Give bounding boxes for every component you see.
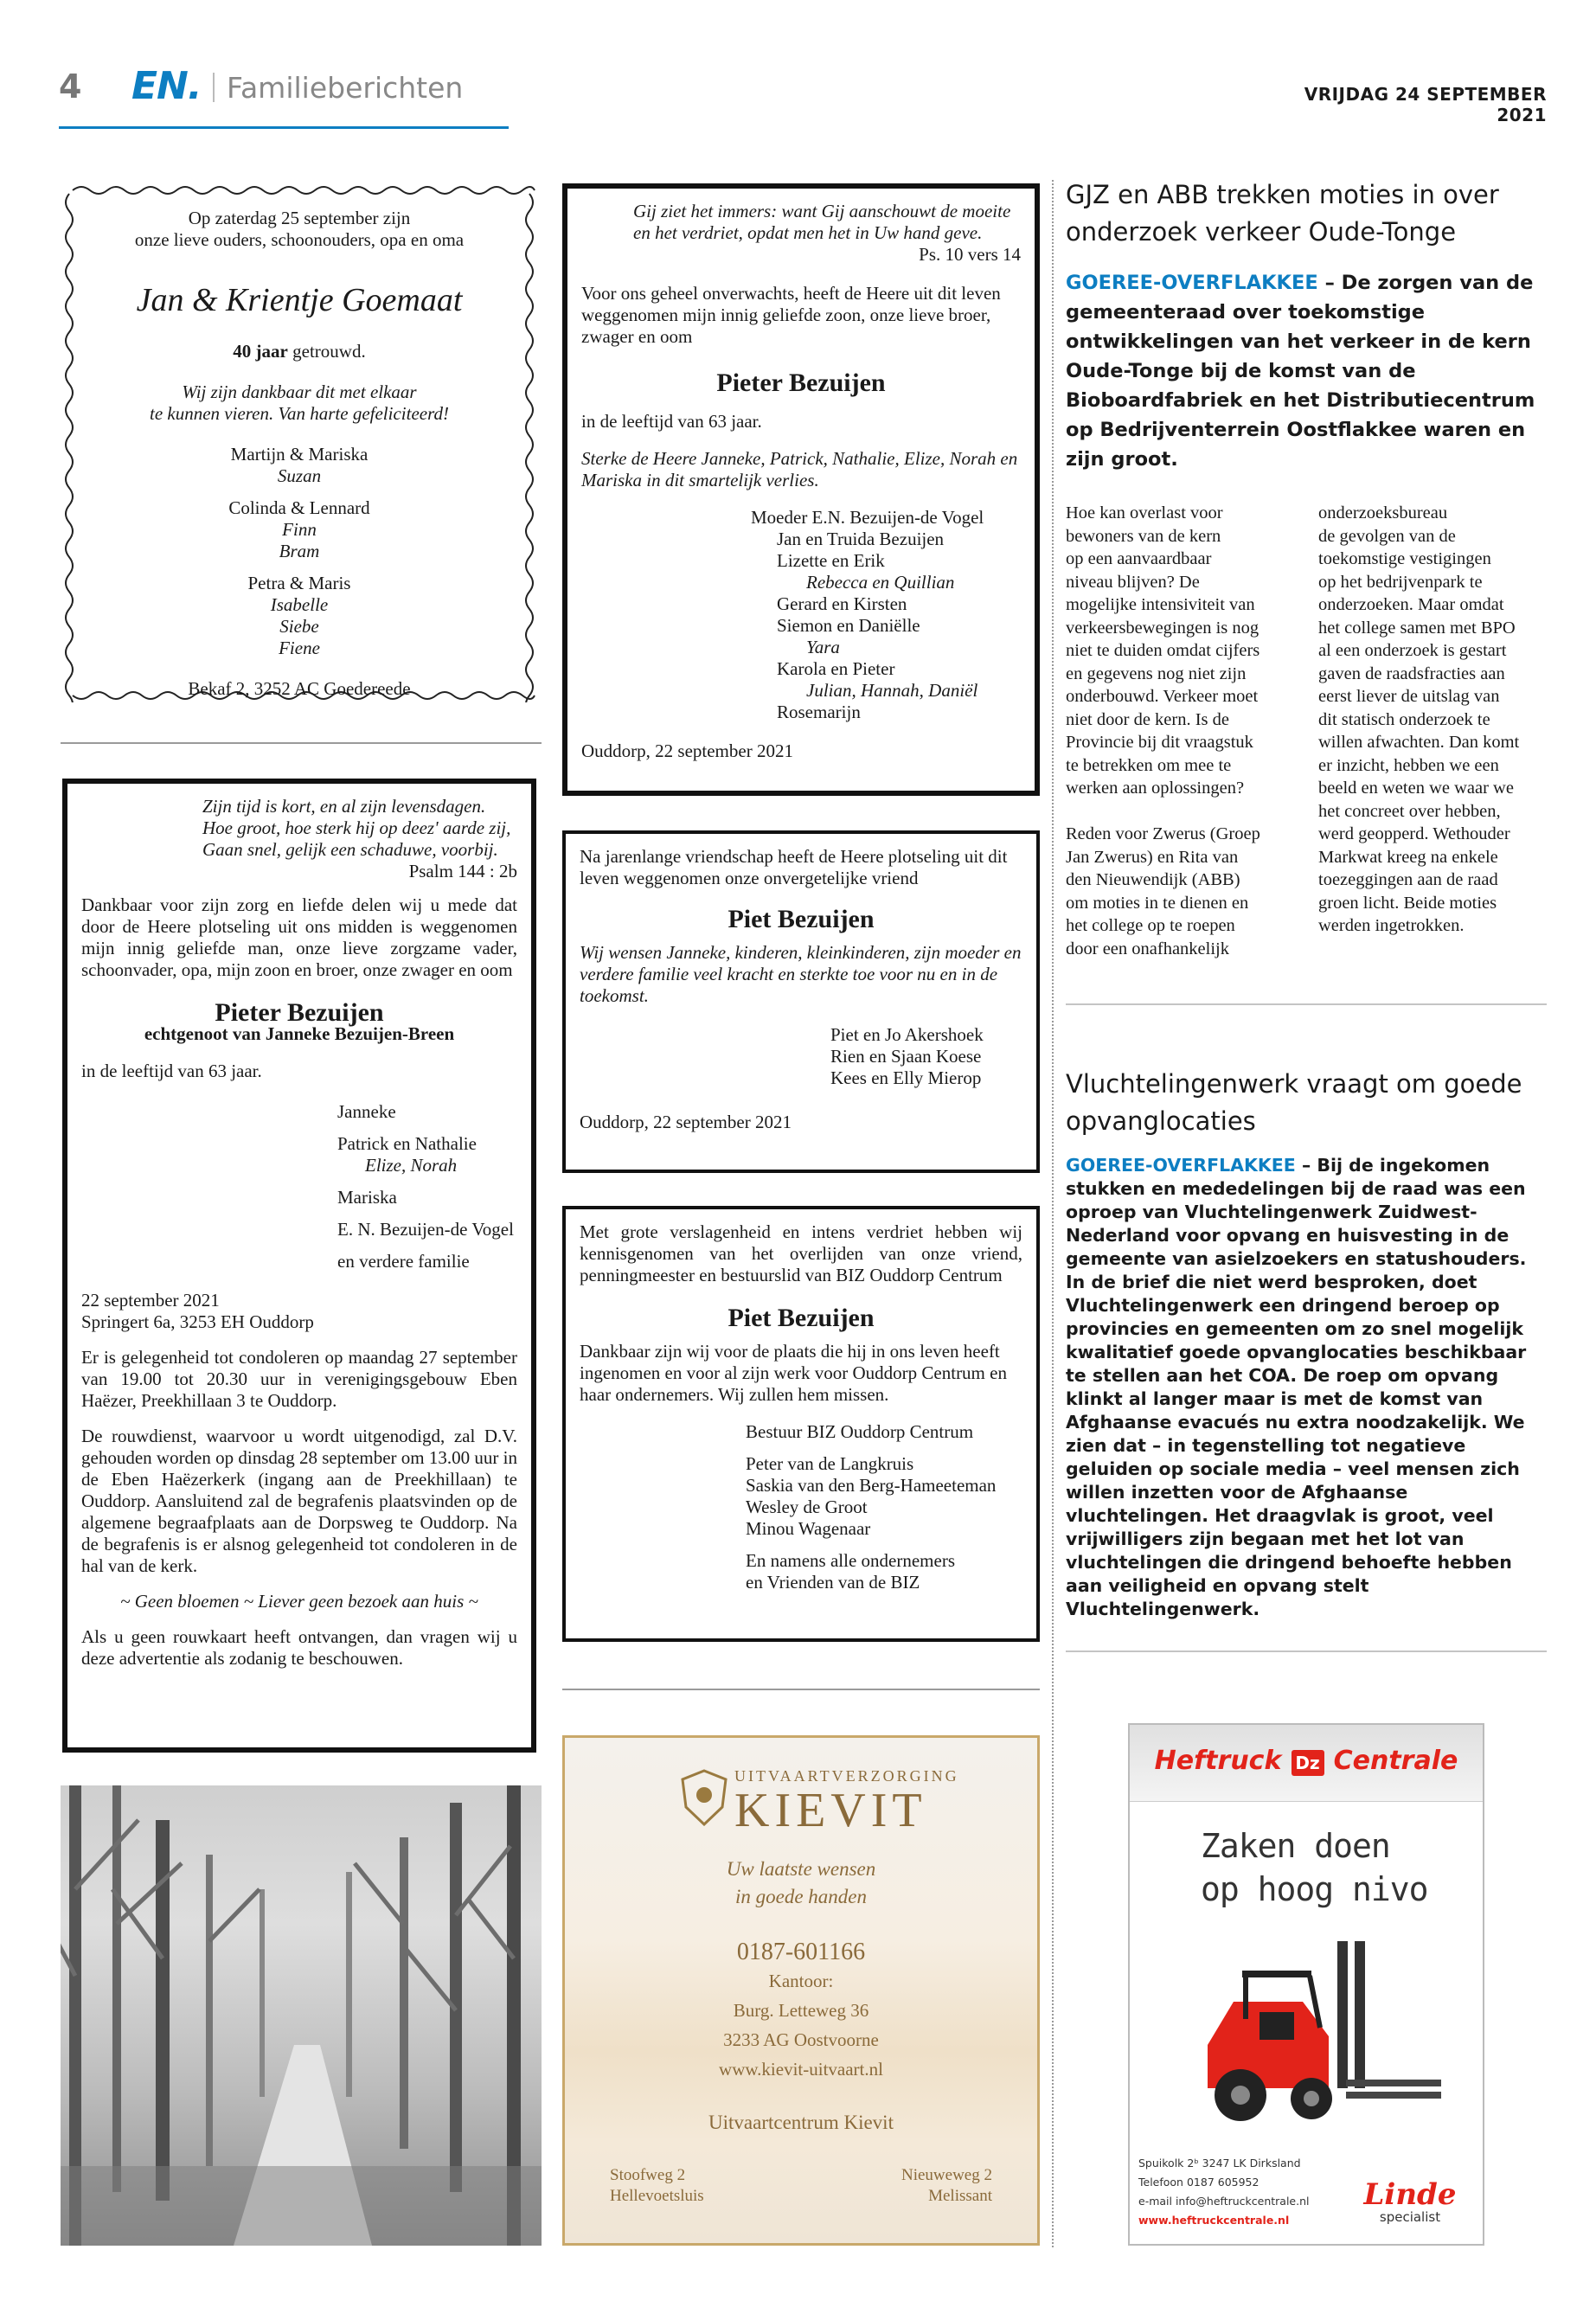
member: Saskia van den Berg-Hameeteman — [746, 1475, 997, 1496]
article-line: op het bedrijvenpark te — [1318, 572, 1483, 592]
signer: Piet en Jo Akershoek — [830, 1024, 984, 1045]
quote-reference: Ps. 10 vers 14 — [919, 244, 1021, 265]
quote-line: Gaan snel, gelijk een schaduwe, voorbij. — [202, 839, 498, 860]
condolence-info: Er is gelegenheid tot condoleren op maandag 27 september van 19.00 tot 20.30 uur in verenigingsgebouw Eben Haëzer, Preekhillaan 3 te Ouddorp. — [81, 1347, 517, 1411]
intro-line: onze lieve ouders, schoonouders, opa en oma — [134, 229, 465, 250]
article-line: eerst liever de uitslag van — [1318, 687, 1500, 706]
quote-line: Hoe groot, hoe sterk hij op deez' aarde zij, — [202, 817, 511, 838]
signer: Julian, Hannah, Daniël — [806, 680, 978, 701]
kievit-slogan: in goede handen — [734, 1886, 867, 1907]
article-line: niet door de kern. Is de — [1066, 709, 1229, 729]
heftruck-banner — [1130, 1725, 1483, 1802]
family-child: Siebe — [279, 616, 319, 637]
deceased-name: Pieter Bezuijen — [215, 998, 384, 1027]
forklift-icon — [1173, 1941, 1450, 2131]
quote-line: Zijn tijd is kort, en al zijn levensdagen. — [202, 796, 486, 817]
article-dateline: GOEREE-OVERFLAKKEE — [1066, 1155, 1296, 1176]
signer: Rosemarijn — [777, 702, 861, 722]
signer: Rien en Sjaan Koese — [830, 1046, 982, 1067]
article-line: er inzicht, hebben we een — [1318, 755, 1499, 775]
family-parents: Colinda & Lennard — [228, 497, 370, 518]
survivor: Janneke — [337, 1101, 396, 1122]
place-date: Ouddorp, 22 september 2021 — [580, 1112, 792, 1132]
article-line: door een onafhankelijk — [1066, 939, 1229, 958]
article-line: Provincie bij dit vraagstuk — [1066, 733, 1253, 752]
article-line: de gevolgen van de — [1318, 526, 1456, 546]
closing-line: en Vrienden van de BIZ — [746, 1572, 920, 1593]
article-line: onderzoeksbureau — [1318, 503, 1448, 522]
board-name: Bestuur BIZ Ouddorp Centrum — [746, 1421, 974, 1442]
heftruck-logo-icon: Dz — [1292, 1750, 1324, 1776]
quote-line: Gij ziet het immers: want Gij aanschouwt de moeite — [633, 201, 1011, 221]
heftruck-slogan: Zaken doen — [1201, 1827, 1390, 1865]
signer: Moeder E.N. Bezuijen-de Vogel — [751, 507, 984, 528]
article-body: – Bij de ingekomen stukken en mededelingen bij de raad was een oproep van Vluchtelingenwerk Zuidwest-Nederland voor opvang en huisvesting in de gemeente van asielzoekers en statushouders. In de brief die niet werd besproken, doet Vluchtelingenwerk een dringend beroep op provincies en gemeenten om zo snel mogelijk kwalitatief goede opvanglocaties beschikbaar te stellen aan het COA. De roep om opvang klinkt al langer maar is met de komst van Afghaanse evacués nu extra noodzakelijk. We zien dat – in tegenstelling tot negatieve geluiden op sociale media – veel mensen zich willen inzetten voor de Afghaanse vluchtelingen. Het draagvlak is groot, veel vrijwilligers zijn begaan met het lot van vluchtelingen die dringend behoefte hebben aan veiligheid en opvang stelt Vluchtelingenwerk. — [1066, 1155, 1527, 1619]
signer: Gerard en Kirsten — [777, 593, 907, 614]
article-column-1 — [1066, 502, 1299, 960]
survivor-children: Elize, Norah — [365, 1155, 458, 1176]
deceased-name: Piet Bezuijen — [727, 905, 875, 933]
wish-line: te kunnen vieren. Van harte gefeliciteerd! — [150, 403, 449, 424]
heftruck-phone: Telefoon 0187 605952 — [1138, 2176, 1259, 2189]
article-line: toezeggingen aan de raad — [1318, 870, 1498, 889]
article-line: om moties in te dienen en — [1066, 893, 1249, 913]
signer: Siemon en Daniëlle — [777, 615, 920, 636]
signer: Yara — [806, 637, 840, 657]
heftruck-email[interactable]: e-mail info@heftruckcentrale.nl — [1138, 2195, 1310, 2208]
kievit-location: Hellevoetsluis — [610, 2187, 704, 2205]
article-dateline: GOEREE-OVERFLAKKEE — [1066, 272, 1318, 294]
member: Minou Wagenaar — [746, 1518, 871, 1539]
linde-logo — [1341, 2177, 1479, 2225]
article-line: werden ingetrokken. — [1318, 916, 1465, 935]
article-line: al een onderzoek is gestart — [1318, 641, 1507, 660]
article-line: Reden voor Zwerus (Groep — [1066, 824, 1260, 843]
signer: Kees en Elly Mierop — [830, 1067, 982, 1088]
kievit-ad — [562, 1735, 1040, 2246]
thanks-text: Dankbaar zijn wij voor de plaats die hij in ons leven heeft ingenomen en voor al zijn werk voor Ouddorp Centrum en haar ondernemers. Wij zullen hem missen. — [580, 1341, 1007, 1405]
service-info: De rouwdienst, waarvoor u wordt uitgenodigd, zal D.V. gehouden worden op dinsdag 28 september om 13.00 uur in de Eben Haëzerkerk (ingang aan de Preekhillaan) te Ouddorp. Aansluitend zal de begrafenis plaatsvinden op de algemene begraafplaats aan de Dorpsweg te Ouddorp. Na de begrafenis is er alsnog gelegenheid tot condoleren in de hal van de kerk. — [81, 1426, 517, 1576]
article-divider — [1066, 1650, 1547, 1652]
linde-sub: specialist — [1379, 2209, 1441, 2225]
kievit-brand: KIEVIT — [734, 1784, 927, 1837]
quote-line: en het verdriet, opdat men het in Uw hand geve. — [633, 222, 983, 243]
kievit-crest-icon — [679, 1769, 729, 1826]
kievit-slogan: Uw laatste wensen — [726, 1858, 876, 1880]
page-number: 4 — [59, 67, 82, 106]
family-child: Isabelle — [270, 594, 329, 615]
heftruck-brand-right: Centrale — [1333, 1746, 1458, 1776]
family-child: Finn — [282, 519, 317, 540]
article-line: niet te duiden omdat cijfers — [1066, 641, 1260, 660]
column-rule — [562, 1689, 1040, 1690]
article-line: en gegevens nog niet zijn — [1066, 663, 1247, 683]
article-line: gaven de raadsfracties aan — [1318, 663, 1505, 683]
place-date: Ouddorp, 22 september 2021 — [581, 740, 793, 761]
signer: Lizette en Erik — [777, 550, 885, 571]
signer: Karola en Pieter — [777, 658, 895, 679]
kievit-location: Melissant — [928, 2187, 992, 2205]
article-headline: Vluchtelingenwerk vraagt om goede opvanglocaties — [1066, 1069, 1522, 1136]
article-line: op een aanvaardbaar — [1066, 549, 1212, 568]
spouse-line: echtgenoot van Janneke Bezuijen-Breen — [144, 1023, 455, 1044]
deceased-name: Piet Bezuijen — [727, 1304, 875, 1332]
family-child: Bram — [279, 541, 320, 561]
article-line — [1066, 800, 1299, 824]
article-line: onderbouwd. Verkeer moet — [1066, 687, 1259, 706]
article-line: Hoe kan overlast voor — [1066, 503, 1223, 522]
couple-names: Jan & Krientje Goemaat — [136, 282, 463, 318]
signer: Jan en Truida Bezuijen — [777, 529, 945, 549]
survivor: E. N. Bezuijen-de Vogel — [337, 1219, 514, 1240]
kievit-center: Uitvaartcentrum Kievit — [708, 2112, 894, 2133]
kievit-office-city: 3233 AG Oostvoorne — [723, 2029, 879, 2050]
header-underline — [59, 126, 509, 129]
article-line: werken aan oplossingen? — [1066, 779, 1245, 798]
anniversary-ad — [62, 183, 536, 702]
article-line: het college op te roepen — [1066, 916, 1235, 935]
article-traffic — [1066, 176, 1550, 474]
article-headline: GJZ en ABB trekken moties in over onderzoek verkeer Oude-Tonge — [1066, 180, 1499, 247]
heftruck-website[interactable]: www.heftruckcentrale.nl — [1138, 2214, 1290, 2227]
family-parents: Petra & Maris — [247, 573, 351, 593]
home-address: Springert 6a, 3253 EH Ouddorp — [81, 1311, 314, 1332]
section-title: Familieberichten — [227, 71, 464, 105]
article-line: groen licht. Beide moties — [1318, 893, 1497, 913]
article-line: niveau blijven? De — [1066, 572, 1200, 592]
obituary-date: 22 september 2021 — [81, 1290, 220, 1311]
closing-line: En namens alle ondernemers — [746, 1550, 955, 1571]
kievit-tagline: UITVAARTVERZORGING — [734, 1767, 959, 1785]
strength-wish: Sterke de Heere Janneke, Patrick, Nathalie, Elize, Norah en Mariska in dit smartelijk verlies. — [581, 448, 1018, 490]
quote-reference: Psalm 144 : 2b — [408, 861, 517, 881]
intro-text: Na jarenlange vriendschap heeft de Heere plotseling uit dit leven weggenomen onze onvergetelijke vriend — [580, 846, 1008, 888]
article-line: Markwat kreeg na enkele — [1318, 847, 1498, 867]
article-line: het college samen met BPO — [1318, 618, 1516, 638]
ad-address: Bekaf 2, 3252 AC Goedereede — [188, 678, 411, 699]
article-line: bewoners van de kern — [1066, 526, 1221, 546]
signer: Rebecca en Quillian — [806, 572, 955, 593]
obituary-biz — [562, 1206, 1040, 1642]
article-line: den Nieuwendijk (ABB) — [1066, 870, 1240, 889]
married-text: getrouwd. — [287, 341, 366, 362]
intro-text: Met grote verslagenheid en intens verdriet hebben wij kennisgenomen van het overlijden van onze vriend, penningmeester en bestuurslid van BIZ Ouddorp Centrum — [580, 1221, 1022, 1285]
flowers-note: ~ Geen bloemen ~ Liever geen bezoek aan huis ~ — [120, 1591, 478, 1612]
en-logo: EN. — [131, 64, 202, 108]
family-child: Suzan — [277, 465, 322, 486]
survivor: Mariska — [337, 1187, 397, 1208]
article-line: beeld en weten we waar we — [1318, 779, 1514, 798]
intro-text: Voor ons geheel onverwachts, heeft de Heere uit dit leven weggenomen mijn innig geliefde zoon, onze lieve broer, zwager en oom — [581, 283, 1001, 347]
intro-line: Op zaterdag 25 september zijn — [188, 208, 411, 228]
article-line: werd geopperd. Wethouder — [1318, 824, 1510, 843]
signer-list — [581, 507, 1021, 723]
family-parents: Martijn & Mariska — [230, 444, 369, 465]
heftruck-ad — [1128, 1723, 1484, 2246]
article-line: toekomstige vestigingen — [1318, 549, 1491, 568]
obituary-family — [62, 779, 536, 1753]
header-divider — [213, 73, 215, 102]
article-line: Jan Zwerus) en Rita van — [1066, 847, 1239, 867]
years-married: 40 jaar — [233, 341, 288, 362]
article-line: verkeersbewegingen is nog — [1066, 618, 1259, 638]
member: Wesley de Groot — [746, 1497, 868, 1517]
column-separator — [1052, 180, 1054, 2247]
wish-line: Wij zijn dankbaar dit met elkaar — [182, 381, 417, 402]
card-note: Als u geen rouwkaart heeft ontvangen, dan vragen wij u deze advertentie als zodanig te beschouwen. — [81, 1626, 517, 1669]
kievit-phone: 0187-601166 — [736, 1939, 866, 1965]
article-lead: – De zorgen van de gemeenteraad over toekomstige ontwikkelingen van het verkeer in de kern Oude-Tonge bij de komst van de Bioboardfabriek en het Distributiecentrum op Bedrijventerrein Oostflakkee waren en zijn groot. — [1066, 272, 1535, 471]
survivor: en verdere familie — [337, 1251, 470, 1272]
kievit-office-street: Burg. Letteweg 36 — [733, 2000, 869, 2021]
article-line: dit statisch onderzoek te — [1318, 709, 1490, 729]
article-line: onderzoeken. Maar omdat — [1318, 595, 1504, 614]
issue-date: VRIJDAG 24 SEPTEMBER 2021 — [1304, 84, 1547, 125]
age-line: in de leeftijd van 63 jaar. — [581, 411, 762, 432]
kievit-office-label: Kantoor: — [768, 1971, 834, 1991]
deceased-name: Pieter Bezuijen — [716, 369, 886, 397]
forest-photo — [61, 1785, 542, 2246]
intro-text: Dankbaar voor zijn zorg en liefde delen wij u mede dat door de Heere plotseling uit ons midden is weggenomen mijn innig geliefde man, onze lieve zorgzame vader, schoonvader, opa, mijn zoon en broer, onze zwager en oom — [81, 894, 517, 980]
survivor: Patrick en Nathalie — [337, 1133, 477, 1154]
article-refugees — [1066, 1066, 1550, 1621]
article-line: te betrekken om mee te — [1066, 755, 1232, 775]
article-line: willen afwachten. Dan komt — [1318, 733, 1520, 752]
heftruck-address: Spuikolk 2ᵇ 3247 LK Dirksland — [1138, 2157, 1301, 2170]
member: Peter van de Langkruis — [746, 1453, 914, 1474]
wish-text: Wij wensen Janneke, kinderen, kleinkinderen, zijn moeder en verdere familie veel kracht en sterkte toe voor nu en in de toekomst. — [580, 942, 1022, 1006]
column-rule — [61, 742, 542, 744]
kievit-website[interactable]: www.kievit-uitvaart.nl — [719, 2059, 883, 2080]
heftruck-brand-left: Heftruck — [1154, 1746, 1282, 1776]
linde-wordmark: Linde — [1363, 2177, 1457, 2212]
kievit-location: Nieuweweg 2 — [901, 2166, 992, 2184]
article-line: het concreet over hebben, — [1318, 801, 1501, 821]
article-line: mogelijke intensiviteit van — [1066, 595, 1255, 614]
age-line: in de leeftijd van 63 jaar. — [81, 1061, 262, 1081]
article-column-2 — [1318, 502, 1552, 938]
obituary-mother — [562, 183, 1040, 796]
article-divider — [1066, 1003, 1547, 1005]
kievit-location: Stoofweg 2 — [610, 2166, 686, 2184]
family-child: Fiene — [279, 638, 320, 658]
obituary-friends — [562, 830, 1040, 1173]
heftruck-slogan: op hoog nivo — [1201, 1870, 1428, 1908]
